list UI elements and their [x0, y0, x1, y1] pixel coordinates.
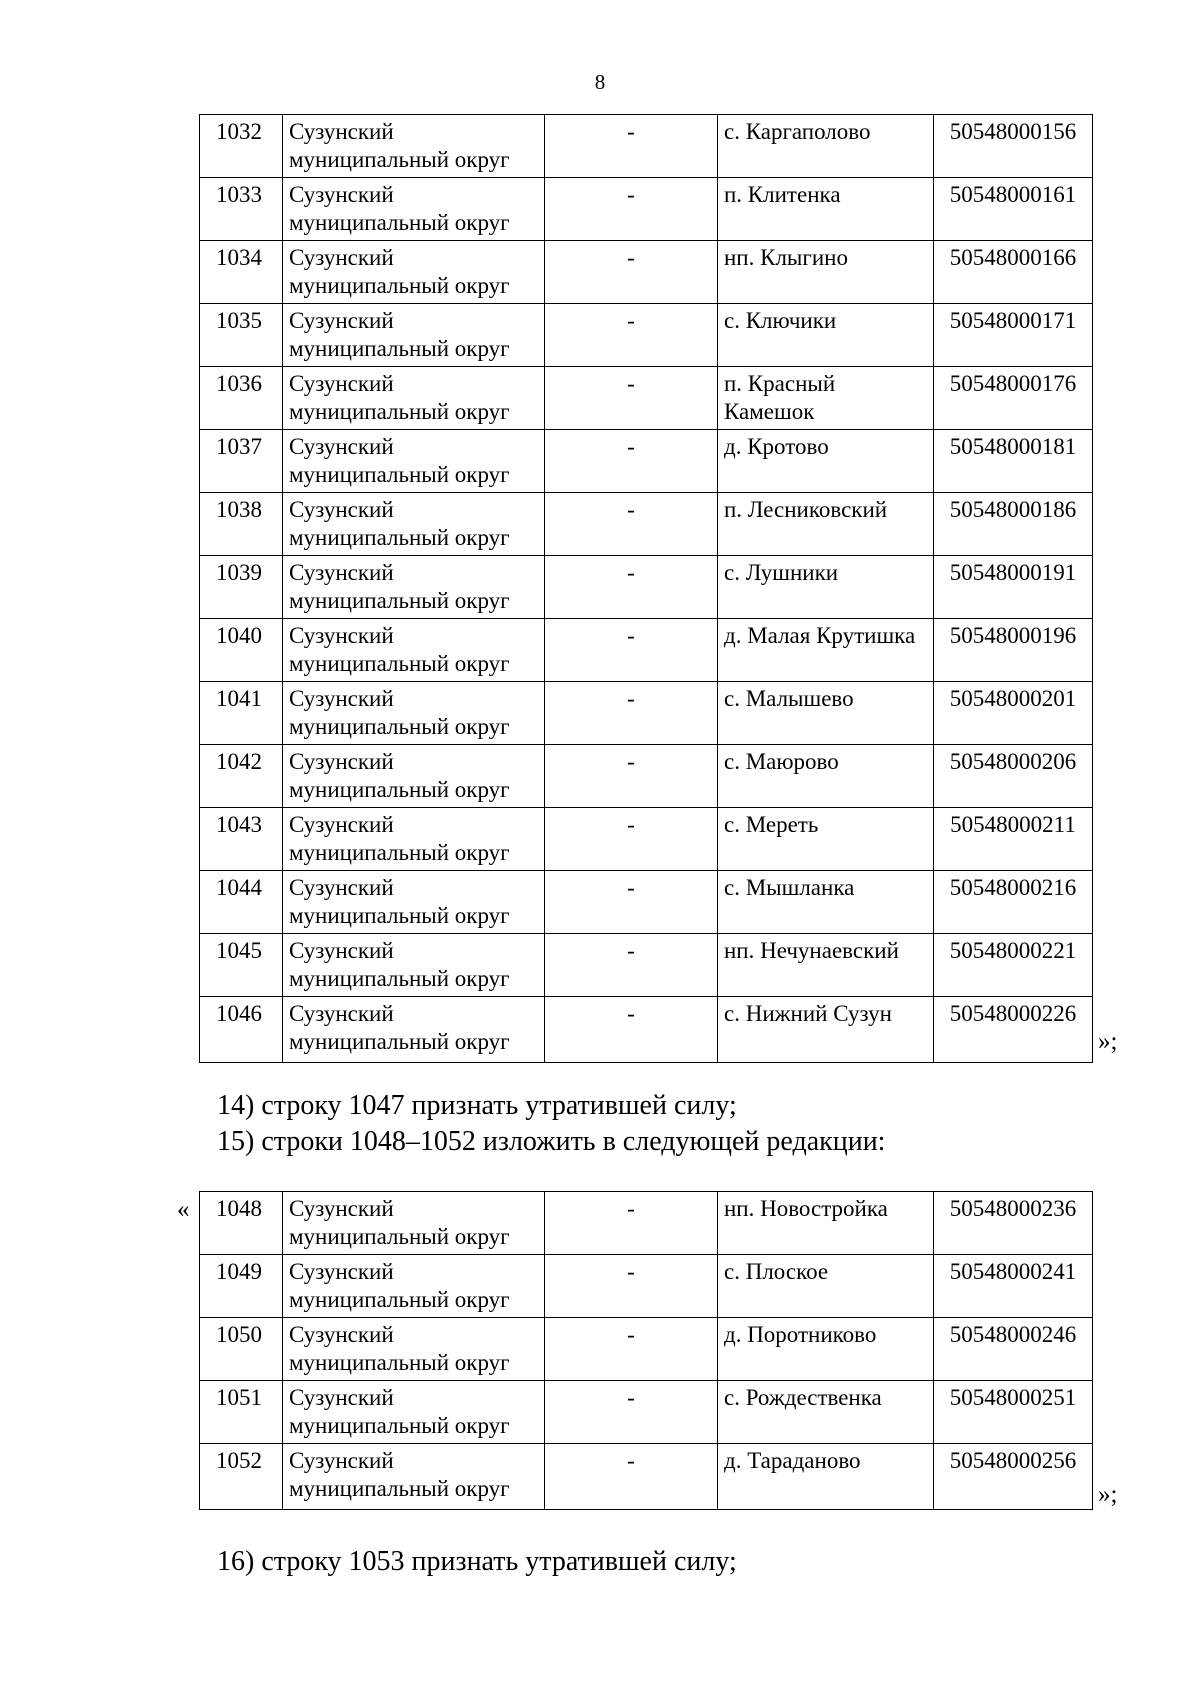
settlement-cell: с. Лушники — [718, 556, 934, 619]
row-number: 1043 — [200, 808, 283, 871]
opening-quote-mark: « — [177, 1196, 190, 1223]
municipality-cell: Сузунский муниципальный округ — [283, 115, 545, 178]
code-cell: 50548000206 — [934, 745, 1093, 808]
settlement-cell: д. Малая Крутишка — [718, 619, 934, 682]
table-row — [200, 1444, 1093, 1510]
municipality-cell: Сузунский муниципальный округ — [283, 745, 545, 808]
table-row — [200, 1318, 1093, 1381]
paragraph-14: 14) строку 1047 признать утратившей силу; — [217, 1090, 737, 1121]
municipality-cell: Сузунский муниципальный округ — [283, 430, 545, 493]
municipality-cell: Сузунский муниципальный округ — [283, 871, 545, 934]
code-cell: 50548000246 — [934, 1318, 1093, 1381]
settlement-cell: с. Малышево — [718, 682, 934, 745]
code-cell: 50548000161 — [934, 178, 1093, 241]
code-cell: 50548000191 — [934, 556, 1093, 619]
table-row — [200, 430, 1093, 493]
row-number: 1036 — [200, 367, 283, 430]
dash-cell: - — [545, 745, 718, 808]
municipality-cell: Сузунский муниципальный округ — [283, 493, 545, 556]
dash-cell: - — [545, 934, 718, 997]
municipality-cell: Сузунский муниципальный округ — [283, 1444, 545, 1510]
settlement-cell: п. Клитенка — [718, 178, 934, 241]
table-row — [200, 808, 1093, 871]
row-number: 1035 — [200, 304, 283, 367]
row-number: 1039 — [200, 556, 283, 619]
closing-quote-mark: »; — [1098, 1028, 1118, 1055]
dash-cell: - — [545, 556, 718, 619]
row-number: 1045 — [200, 934, 283, 997]
table-row — [200, 241, 1093, 304]
municipality-cell: Сузунский муниципальный округ — [283, 304, 545, 367]
table-row — [200, 304, 1093, 367]
dash-cell: - — [545, 1192, 718, 1255]
page-number: 8 — [594, 70, 606, 94]
dash-cell: - — [545, 997, 718, 1063]
municipality-cell: Сузунский муниципальный округ — [283, 556, 545, 619]
table-row — [200, 367, 1093, 430]
municipality-cell: Сузунский муниципальный округ — [283, 934, 545, 997]
table-row — [200, 1381, 1093, 1444]
settlement-cell: нп. Новостройка — [718, 1192, 934, 1255]
municipality-cell: Сузунский муниципальный округ — [283, 178, 545, 241]
row-number: 1042 — [200, 745, 283, 808]
table-row — [200, 1255, 1093, 1318]
row-number: 1040 — [200, 619, 283, 682]
settlement-cell: п. Красный Камешок — [718, 367, 934, 430]
settlement-cell: д. Кротово — [718, 430, 934, 493]
table-row — [200, 934, 1093, 997]
closing-quote-mark: »; — [1098, 1481, 1118, 1508]
dash-cell: - — [545, 682, 718, 745]
settlements-table-1 — [199, 114, 1093, 1063]
row-number: 1041 — [200, 682, 283, 745]
row-number: 1052 — [200, 1444, 283, 1510]
dash-cell: - — [545, 115, 718, 178]
dash-cell: - — [545, 1444, 718, 1510]
code-cell: 50548000236 — [934, 1192, 1093, 1255]
municipality-cell: Сузунский муниципальный округ — [283, 619, 545, 682]
row-number: 1033 — [200, 178, 283, 241]
table-row — [200, 1192, 1093, 1255]
row-number: 1046 — [200, 997, 283, 1063]
settlement-cell: с. Мереть — [718, 808, 934, 871]
table-row — [200, 745, 1093, 808]
row-number: 1044 — [200, 871, 283, 934]
row-number: 1048 — [200, 1192, 283, 1255]
paragraph-15: 15) строки 1048–1052 изложить в следующей редакции: — [217, 1126, 886, 1157]
municipality-cell: Сузунский муниципальный округ — [283, 1255, 545, 1318]
dash-cell: - — [545, 430, 718, 493]
dash-cell: - — [545, 1255, 718, 1318]
municipality-cell: Сузунский муниципальный округ — [283, 997, 545, 1063]
code-cell: 50548000181 — [934, 430, 1093, 493]
table-row — [200, 493, 1093, 556]
municipality-cell: Сузунский муниципальный округ — [283, 367, 545, 430]
code-cell: 50548000226 — [934, 997, 1093, 1063]
code-cell: 50548000166 — [934, 241, 1093, 304]
municipality-cell: Сузунский муниципальный округ — [283, 808, 545, 871]
code-cell: 50548000256 — [934, 1444, 1093, 1510]
table-row — [200, 619, 1093, 682]
dash-cell: - — [545, 304, 718, 367]
table-row — [200, 115, 1093, 178]
paragraph-16: 16) строку 1053 признать утратившей силу; — [217, 1546, 737, 1577]
dash-cell: - — [545, 871, 718, 934]
settlement-cell: с. Мышланка — [718, 871, 934, 934]
code-cell: 50548000241 — [934, 1255, 1093, 1318]
settlement-cell: с. Каргаполово — [718, 115, 934, 178]
settlement-cell: с. Рождественка — [718, 1381, 934, 1444]
dash-cell: - — [545, 1318, 718, 1381]
settlements-table-2 — [199, 1191, 1093, 1510]
row-number: 1051 — [200, 1381, 283, 1444]
dash-cell: - — [545, 1381, 718, 1444]
table-row — [200, 556, 1093, 619]
municipality-cell: Сузунский муниципальный округ — [283, 682, 545, 745]
settlement-cell: нп. Клыгино — [718, 241, 934, 304]
row-number: 1034 — [200, 241, 283, 304]
table-row — [200, 682, 1093, 745]
settlement-cell: с. Маюрово — [718, 745, 934, 808]
row-number: 1049 — [200, 1255, 283, 1318]
municipality-cell: Сузунский муниципальный округ — [283, 1381, 545, 1444]
settlement-cell: нп. Нечунаевский — [718, 934, 934, 997]
settlement-cell: с. Нижний Сузун — [718, 997, 934, 1063]
table-row — [200, 871, 1093, 934]
code-cell: 50548000196 — [934, 619, 1093, 682]
table-row — [200, 178, 1093, 241]
dash-cell: - — [545, 619, 718, 682]
row-number: 1037 — [200, 430, 283, 493]
row-number: 1032 — [200, 115, 283, 178]
code-cell: 50548000221 — [934, 934, 1093, 997]
municipality-cell: Сузунский муниципальный округ — [283, 1192, 545, 1255]
dash-cell: - — [545, 367, 718, 430]
code-cell: 50548000156 — [934, 115, 1093, 178]
settlement-cell: п. Лесниковский — [718, 493, 934, 556]
dash-cell: - — [545, 808, 718, 871]
code-cell: 50548000216 — [934, 871, 1093, 934]
code-cell: 50548000171 — [934, 304, 1093, 367]
municipality-cell: Сузунский муниципальный округ — [283, 1318, 545, 1381]
settlement-cell: д. Тараданово — [718, 1444, 934, 1510]
table-row — [200, 997, 1093, 1063]
code-cell: 50548000201 — [934, 682, 1093, 745]
row-number: 1050 — [200, 1318, 283, 1381]
code-cell: 50548000211 — [934, 808, 1093, 871]
code-cell: 50548000186 — [934, 493, 1093, 556]
dash-cell: - — [545, 178, 718, 241]
code-cell: 50548000251 — [934, 1381, 1093, 1444]
dash-cell: - — [545, 493, 718, 556]
row-number: 1038 — [200, 493, 283, 556]
settlement-cell: д. Поротниково — [718, 1318, 934, 1381]
settlement-cell: с. Плоское — [718, 1255, 934, 1318]
code-cell: 50548000176 — [934, 367, 1093, 430]
settlement-cell: с. Ключики — [718, 304, 934, 367]
municipality-cell: Сузунский муниципальный округ — [283, 241, 545, 304]
dash-cell: - — [545, 241, 718, 304]
